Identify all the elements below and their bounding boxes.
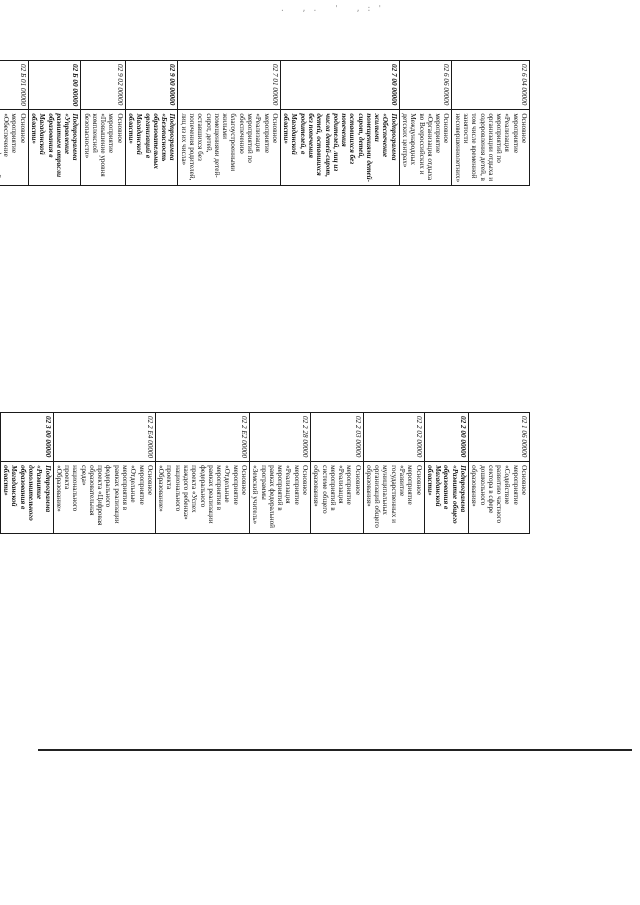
row-code: 02 7 00 00000 — [280, 61, 399, 110]
table-row — [250, 413, 311, 534]
row-description: Основное мероприятие «Повышение уровня комплексной безопасности» — [81, 110, 125, 186]
row-code: 02 7 01 00000 — [178, 61, 280, 110]
right-table-block — [0, 60, 530, 186]
row-description: Основное мероприятие «Обеспечение — [0, 110, 28, 186]
row-description: Подпрограмма «Развитие дополнительного образования в Магаданской области» — [0, 462, 53, 534]
table-row — [0, 413, 53, 534]
row-description: Подпрограмма «Развитие общего образования в Магаданской области» — [424, 462, 468, 534]
row-code: 02 2 00 00000 — [424, 413, 468, 462]
budget-classification-table-left — [0, 412, 530, 534]
row-description: Основное мероприятие «Реализация мероприятий в системе общего образования» — [310, 462, 363, 534]
budget-classification-table-right — [0, 60, 530, 186]
row-description: Основное мероприятие «Содействие развитию частного сектора в сфере дошкольного образования» — [469, 462, 530, 534]
row-description: Основное мероприятие «Отдельные мероприятия в рамках реализации федерального проекта «Цифровая образовательная среда» национального проекта «Образование» — [53, 462, 155, 534]
table-row — [0, 61, 28, 186]
row-code: 02 Б 00 00000 — [28, 61, 81, 110]
table-row — [399, 61, 452, 186]
left-table-block — [0, 412, 530, 534]
row-code: 02 Б 01 00000 — [0, 61, 28, 110]
table-row — [178, 61, 280, 186]
row-code: 02 2 03 00000 — [310, 413, 363, 462]
table-row — [81, 61, 125, 186]
row-code: 02 6 04 00000 — [452, 61, 530, 110]
table-row — [28, 61, 81, 186]
table-row — [280, 61, 399, 186]
row-code: 02 9 00 00000 — [125, 61, 178, 110]
row-description: Основное мероприятие «Реализация мероприятий по обеспечению благоустроенными жилыми помещениями детей-сирот, детей, оставшихся без попечения родителей, лиц из их числа» — [178, 110, 280, 186]
row-code: 02 2 28 00000 — [250, 413, 311, 462]
row-code: 02 2 Е2 00000 — [155, 413, 249, 462]
row-code: 02 6 06 00000 — [399, 61, 452, 110]
row-description: Основное мероприятие «Отдельные мероприятия в рамках реализации федерального проекта «Успех каждого ребенка» национального проекта «Образование» — [155, 462, 249, 534]
row-description: Основное мероприятие «Реализация мероприятий по организации отдыха и оздоровления детей, в том числе временной занятости несовершеннолетних» — [452, 110, 530, 186]
row-code: 02 2 Е4 00000 — [53, 413, 155, 462]
table-row — [155, 413, 249, 534]
row-description: Основное мероприятие «Развитие государственных и муниципальных организаций общего образования» — [363, 462, 424, 534]
table-row — [452, 61, 530, 186]
row-code: 02 9 02 00000 — [81, 61, 125, 110]
row-code: 02 1 06 00000 — [469, 413, 530, 462]
table-row — [125, 61, 178, 186]
table-row — [53, 413, 155, 534]
table-row — [424, 413, 468, 534]
table-row — [363, 413, 424, 534]
row-description: Основное мероприятие «Реализация мероприятий в рамках федеральной программы «Земский учитель» — [250, 462, 311, 534]
scan-noise: . ,. ' ,:' — [280, 4, 389, 13]
row-code: 02 2 02 00000 — [363, 413, 424, 462]
row-description: Подпрограмма «Безопасность образовательных организаций в Магаданской области» — [125, 110, 178, 186]
row-description: Основное мероприятие «Организация отдыха во Всероссийских и Международных детских центрах» — [399, 110, 452, 186]
row-description: Подпрограмма «Управление развитием отрасли образования в Магаданской области» — [28, 110, 81, 186]
table-row — [310, 413, 363, 534]
row-code: 02 3 00 00000 — [0, 413, 53, 462]
row-description: Подпрограмма «Обеспечение жилыми помещениями детей-сирот, детей, оставшихся без попечения родителей, лиц из числа детей-сирот, детей, оставшихся без попечения родителей, в Магаданской области» — [280, 110, 399, 186]
page-divider-line — [38, 749, 632, 751]
table-row — [469, 413, 530, 534]
